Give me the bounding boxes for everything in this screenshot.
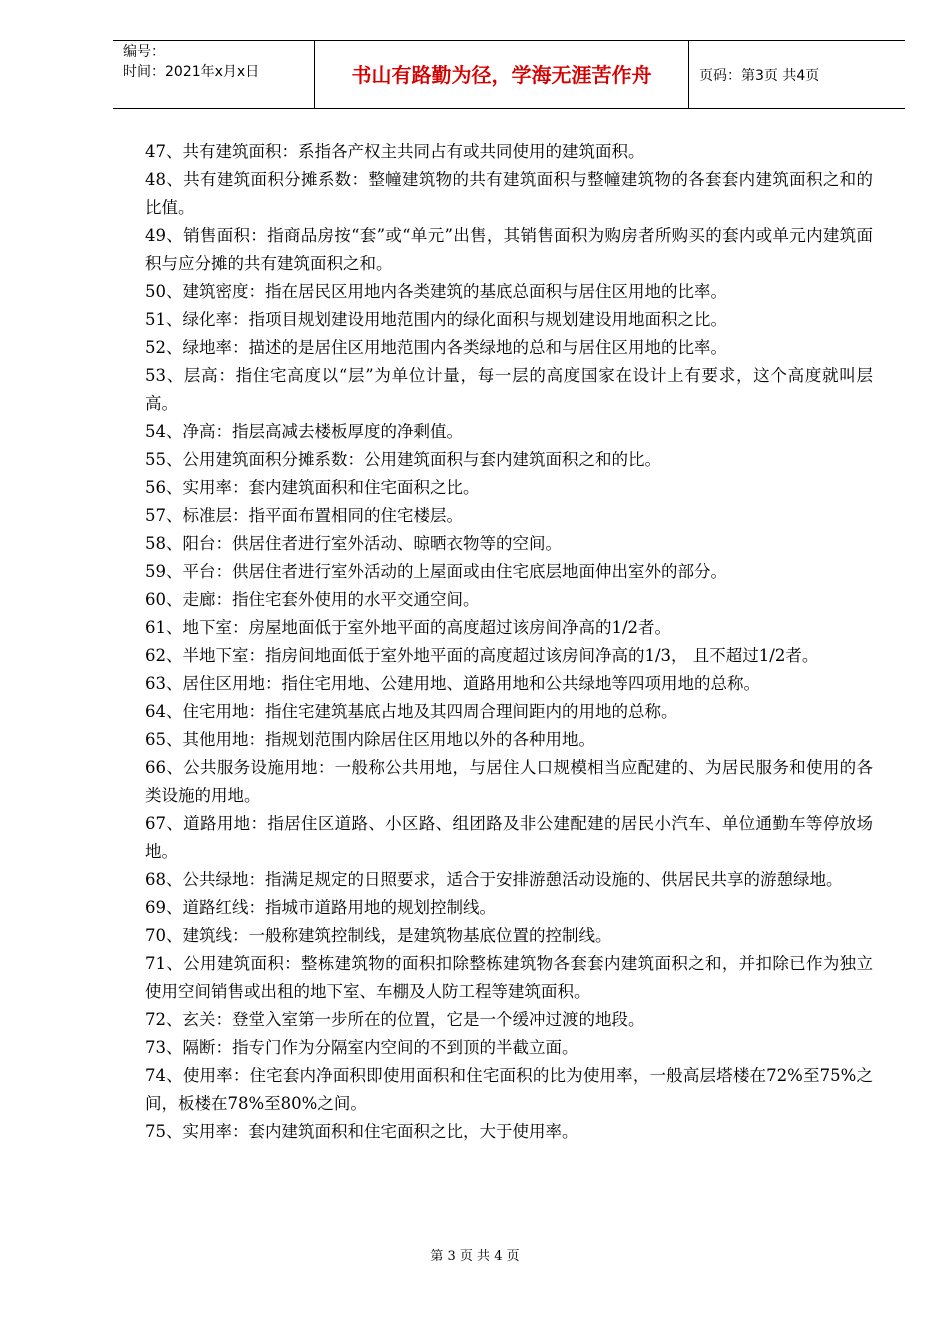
glossary-entry: 72、玄关：登堂入室第一步所在的位置，它是一个缓冲过渡的地段。: [145, 1010, 645, 1029]
glossary-entry: 55、公用建筑面积分摊系数：公用建筑面积与套内建筑面积之和的比。: [145, 450, 661, 469]
glossary-entry: 68、公共绿地：指满足规定的日照要求，适合于安排游憩活动设施的、供居民共享的游憩绿地。: [145, 870, 843, 889]
glossary-entry: 73、隔断：指专门作为分隔室内空间的不到顶的半截立面。: [145, 1038, 579, 1057]
glossary-entry: 52、绿地率：描述的是居住区用地范围内各类绿地的总和与居住区用地的比率。: [145, 338, 727, 357]
glossary-entry: 60、走廊：指住宅套外使用的水平交通空间。: [145, 590, 480, 609]
glossary-body: [145, 138, 873, 1146]
glossary-entry: 53、层高：指住宅高度以“层”为单位计量，每一层的高度国家在设计上有要求，这个高度就叫层高。: [145, 366, 873, 413]
header-motto: 书山有路勤为径，学海无涯苦作舟: [351, 63, 652, 87]
glossary-entry: 75、实用率：套内建筑面积和住宅面积之比，大于使用率。: [145, 1122, 579, 1141]
glossary-entry: 74、使用率：住宅套内净面积即使用面积和住宅面积的比为使用率，一般高层塔楼在72%至75%之间，板楼在78%至80%之间。: [145, 1066, 873, 1113]
glossary-entry: 51、绿化率：指项目规划建设用地范围内的绿化面积与规划建设用地面积之比。: [145, 310, 727, 329]
glossary-entry: 54、净高：指层高减去楼板厚度的净剩值。: [145, 422, 463, 441]
glossary-entry: 58、阳台：供居住者进行室外活动、晾晒衣物等的空间。: [145, 534, 562, 553]
glossary-entry: 62、半地下室：指房间地面低于室外地平面的高度超过该房间净高的1/3， 且不超过1/2者。: [145, 646, 819, 665]
header-page-info: 页码：第3页 共4页: [699, 68, 820, 84]
glossary-entry: 49、销售面积：指商品房按“套”或“单元”出售，其销售面积为购房者所购买的套内或单元内建筑面积与应分摊的共有建筑面积之和。: [145, 226, 873, 273]
glossary-entry: 65、其他用地：指规划范围内除居住区用地以外的各种用地。: [145, 730, 595, 749]
glossary-entry: 50、建筑密度：指在居民区用地内各类建筑的基底总面积与居住区用地的比率。: [145, 282, 727, 301]
glossary-entry: 59、平台：供居住者进行室外活动的上屋面或由住宅底层地面伸出室外的部分。: [145, 562, 727, 581]
glossary-entry: 70、建筑线：一般称建筑控制线，是建筑物基底位置的控制线。: [145, 926, 612, 945]
glossary-entry: 71、公用建筑面积：整栋建筑物的面积扣除整栋建筑物各套套内建筑面积之和，并扣除已作为独立使用空间销售或出租的地下室、车棚及人防工程等建筑面积。: [145, 954, 873, 1001]
glossary-entry: 57、标准层：指平面布置相同的住宅楼层。: [145, 506, 463, 525]
glossary-entry: 56、实用率：套内建筑面积和住宅面积之比。: [145, 478, 480, 497]
glossary-entry: 69、道路红线：指城市道路用地的规划控制线。: [145, 898, 496, 917]
glossary-entry: 64、住宅用地：指住宅建筑基底占地及其四周合理间距内的用地的总称。: [145, 702, 678, 721]
header-page-cell: [689, 41, 905, 108]
page-header: [113, 40, 905, 109]
glossary-entry: 48、共有建筑面积分摊系数：整幢建筑物的共有建筑面积与整幢建筑物的各套套内建筑面积之和的比值。: [145, 170, 873, 217]
header-info-cell: [113, 41, 315, 108]
glossary-entry: 66、公共服务设施用地：一般称公共用地，与居住人口规模相当应配建的、为居民服务和使用的各类设施的用地。: [145, 758, 873, 805]
document-number-label: 编号：: [123, 44, 165, 60]
glossary-entry: 61、地下室：房屋地面低于室外地平面的高度超过该房间净高的1/2者。: [145, 618, 672, 637]
glossary-entry: 67、道路用地：指居住区道路、小区路、组团路及非公建配建的居民小汽车、单位通勤车等停放场地。: [145, 814, 873, 861]
header-motto-cell: [315, 41, 689, 108]
glossary-entry: 63、居住区用地：指住宅用地、公建用地、道路用地和公共绿地等四项用地的总称。: [145, 674, 760, 693]
document-time-label: 时间：2021年x月x日: [123, 64, 260, 80]
glossary-entry: 47、共有建筑面积：系指各产权主共同占有或共同使用的建筑面积。: [145, 142, 645, 161]
page-footer: 第 3 页 共 4 页: [430, 1249, 520, 1264]
